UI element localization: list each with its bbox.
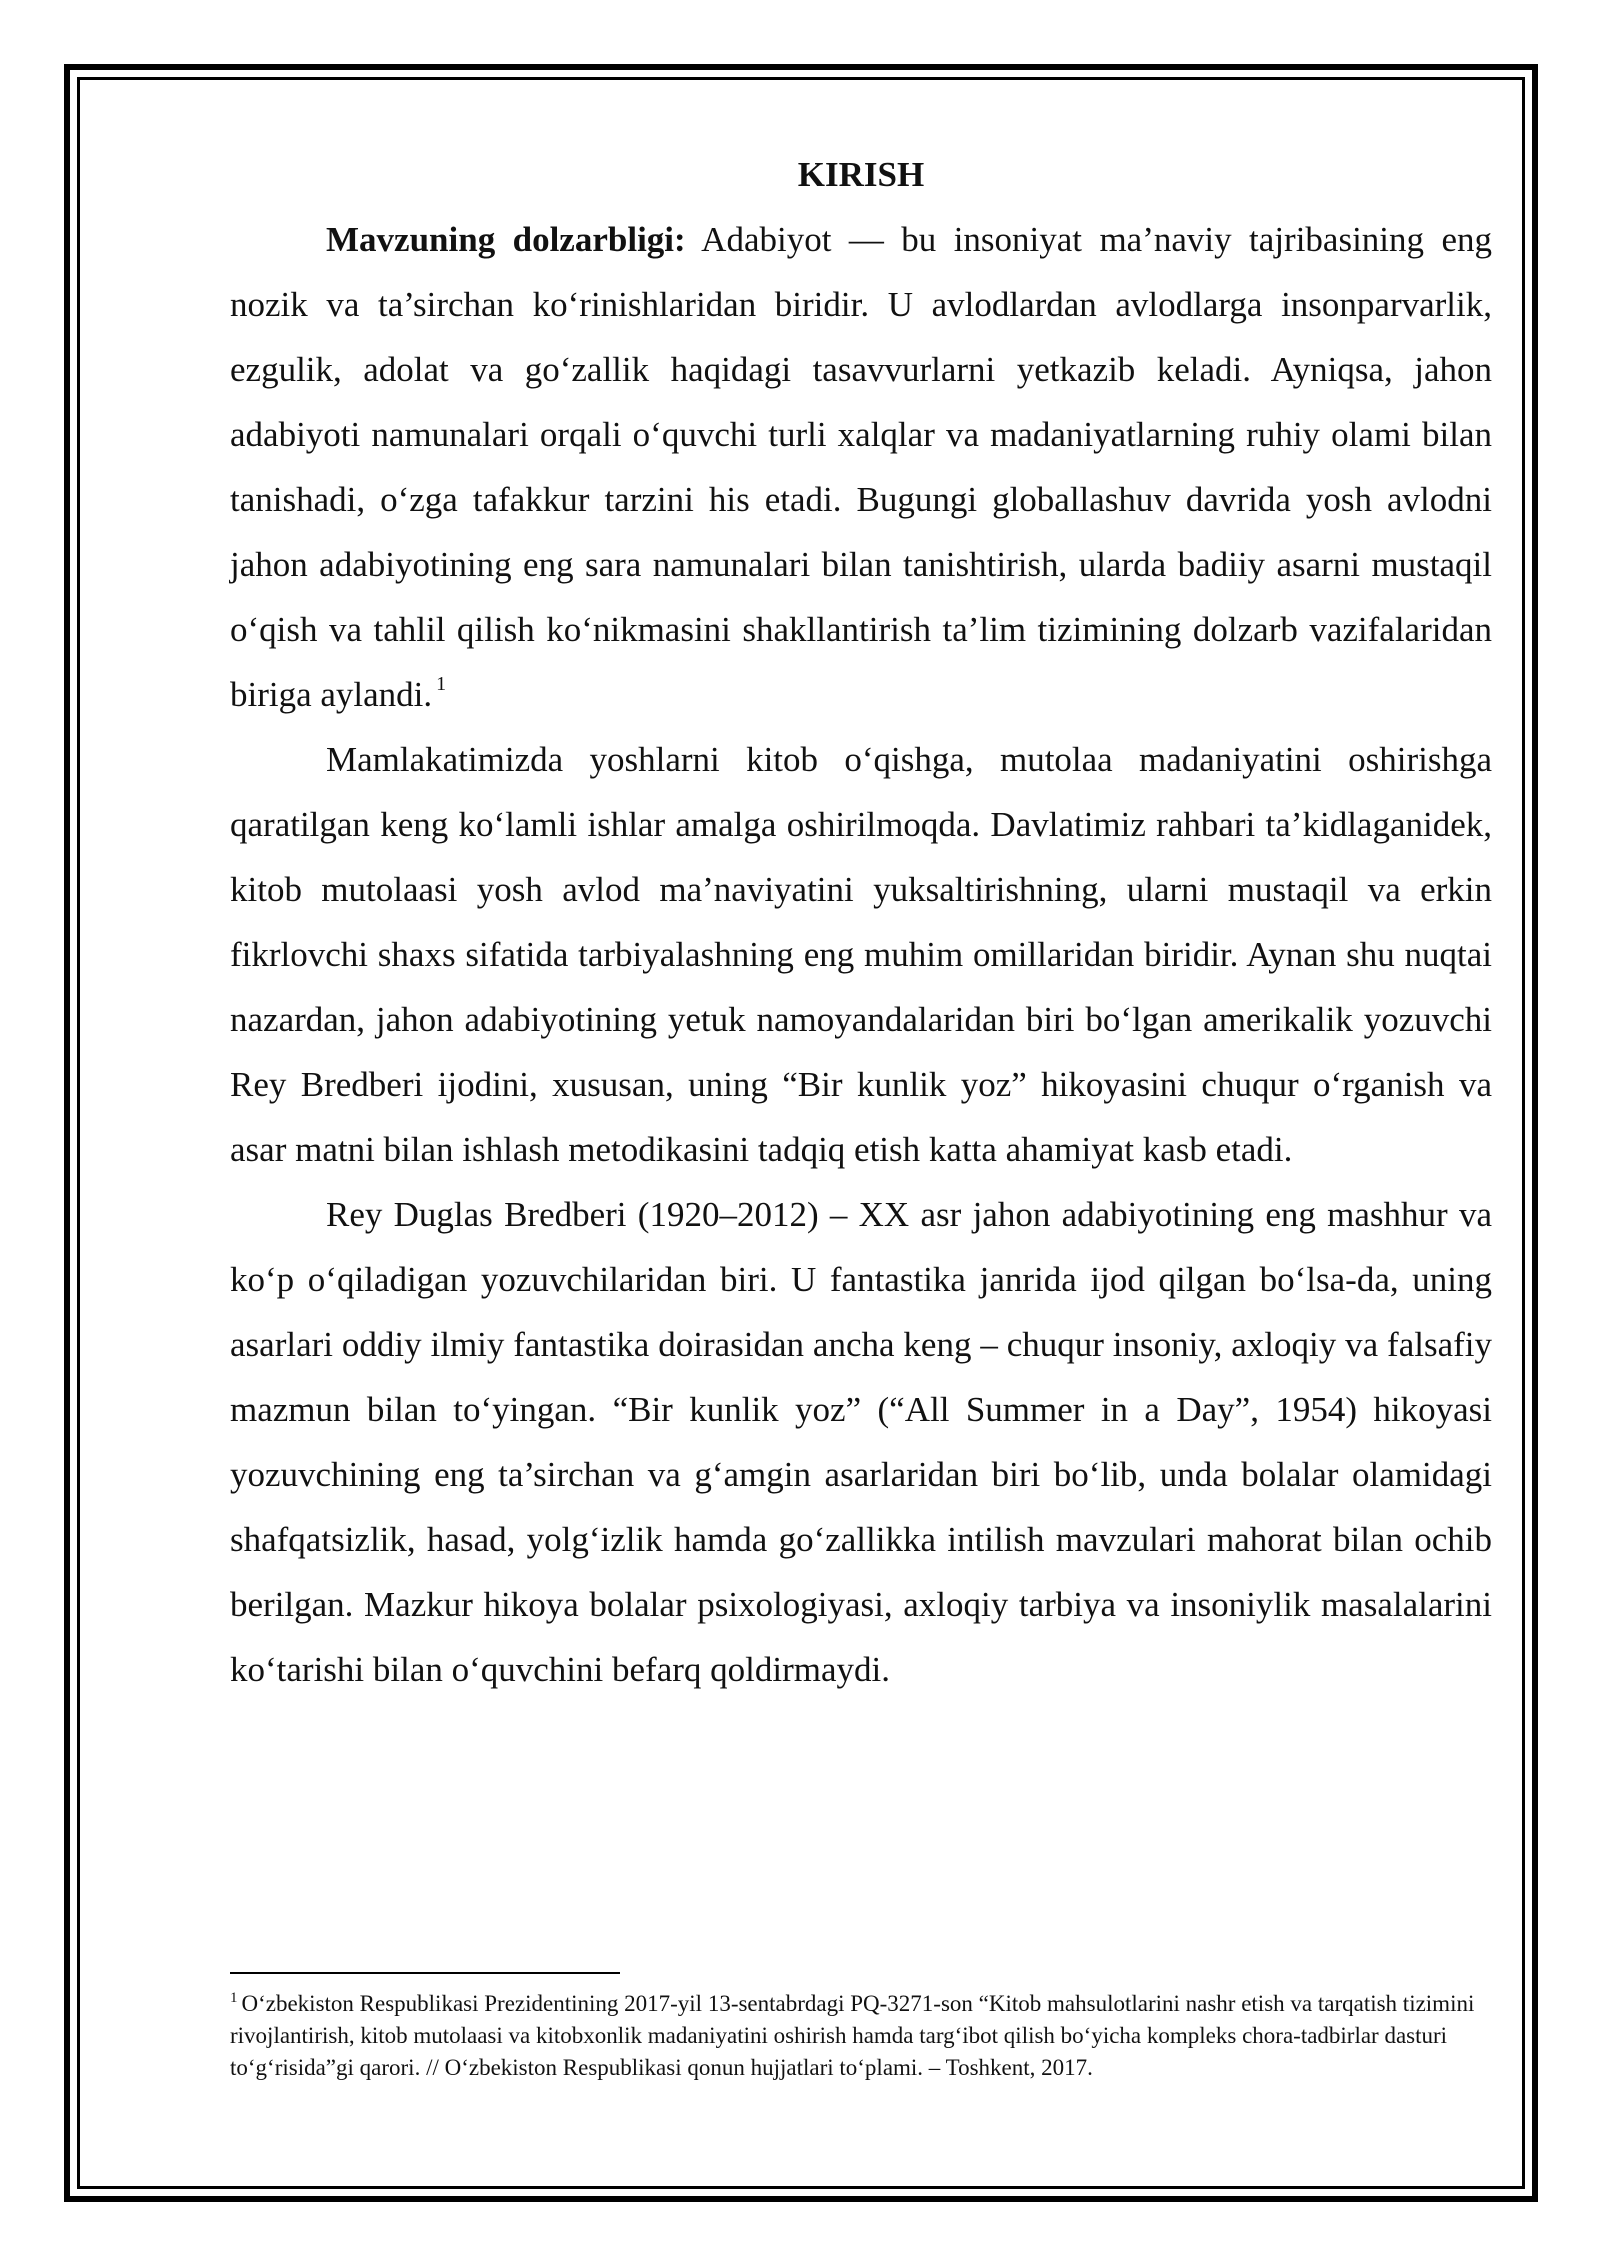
footnote-reference[interactable]: 1 (436, 673, 447, 695)
footnote-text: O‘zbekiston Respublikasi Prezidentining 2017-yil 13-sentabrdagi PQ-3271-son “Kitob mahsulotlarini nashr etish va tarqatish tizimini rivojlantirish, kitob mutolaasi va kitobxonlik madaniyatini oshirish hamda targ‘ibot qilish bo‘yicha kompleks chora-tadbirlar dasturi to‘g‘risida”gi qarori. // O‘zbekiston Respublikasi qonun hujjatlari to‘plami. – Toshkent, 2017. (230, 1991, 1475, 2080)
footnote-number: 1 (230, 1990, 238, 2006)
section-title: KIRISH (797, 155, 925, 194)
footnote (230, 1988, 1492, 2084)
relevance-heading: Mavzuning dolzarbligi: (326, 220, 686, 259)
paragraph-relevance (230, 207, 1492, 727)
footnote-separator (230, 1972, 620, 1974)
paragraph-bradbury: Rey Duglas Bredberi (1920–2012) – XX asr jahon adabiyotining eng mashhur va ko‘p o‘qiladigan yozuvchilaridan biri. U fantastika janrida ijod qilgan bo‘lsa-da, uning asarlari oddiy ilmiy fantastika doirasidan ancha keng – chuqur insoniy, axloqiy va falsafiy mazmun bilan to‘yingan. “Bir kunlik yoz” (“All Summer in a Day”, 1954) hikoyasi yozuvchining eng ta’sirchan va g‘amgin asarlaridan biri bo‘lib, unda bolalar olamidagi shafqatsizlik, hasad, yolg‘izlik hamda go‘zallikka intilish mavzulari mahorat bilan ochib berilgan. Mazkur hikoya bolalar psixologiyasi, axloqiy tarbiya va insoniylik masalalarini ko‘tarishi bilan o‘quvchini befarq qoldirmaydi. (230, 1195, 1492, 1689)
paragraph-reading-culture: Mamlakatimizda yoshlarni kitob o‘qishga, mutolaa madaniyatini oshirishga qaratilgan keng ko‘lamli ishlar amalga oshirilmoqda. Davlatimiz rahbari ta’kidlaganidek, kitob mutolaasi yosh avlod ma’naviyatini yuksaltirishning, ularni mustaqil va erkin fikrlovchi shaxs sifatida tarbiyalashning eng muhim omillaridan biridir. Aynan shu nuqtai nazardan, jahon adabiyotining yetuk namoyandalaridan biri bo‘lgan amerikalik yozuvchi Rey Bredberi ijodini, xususan, uning “Bir kunlik yoz” hikoyasini chuqur o‘rganish va asar matni bilan ishlash metodikasini tadqiq etish katta ahamiyat kasb etadi. (230, 740, 1492, 1169)
page-body (230, 145, 1492, 1702)
relevance-text: Adabiyot — bu insoniyat ma’naviy tajribasining eng nozik va ta’sirchan ko‘rinishlaridan biridir. U avlodlardan avlodlarga insonparvarlik, ezgulik, adolat va go‘zallik haqidagi tasavvurlarni yetkazib keladi. Ayniqsa, jahon adabiyoti namunalari orqali o‘quvchi turli xalqlar va madaniyatlarning ruhiy olami bilan tanishadi, o‘zga tafakkur tarzini his etadi. Bugungi globallashuv davrida yosh avlodni jahon adabiyotining eng sara namunalari bilan tanishtirish, ularda badiiy asarni mustaqil o‘qish va tahlil qilish ko‘nikmasini shakllantirish ta’lim tizimining dolzarb vazifalaridan biriga aylandi. (230, 220, 1492, 714)
